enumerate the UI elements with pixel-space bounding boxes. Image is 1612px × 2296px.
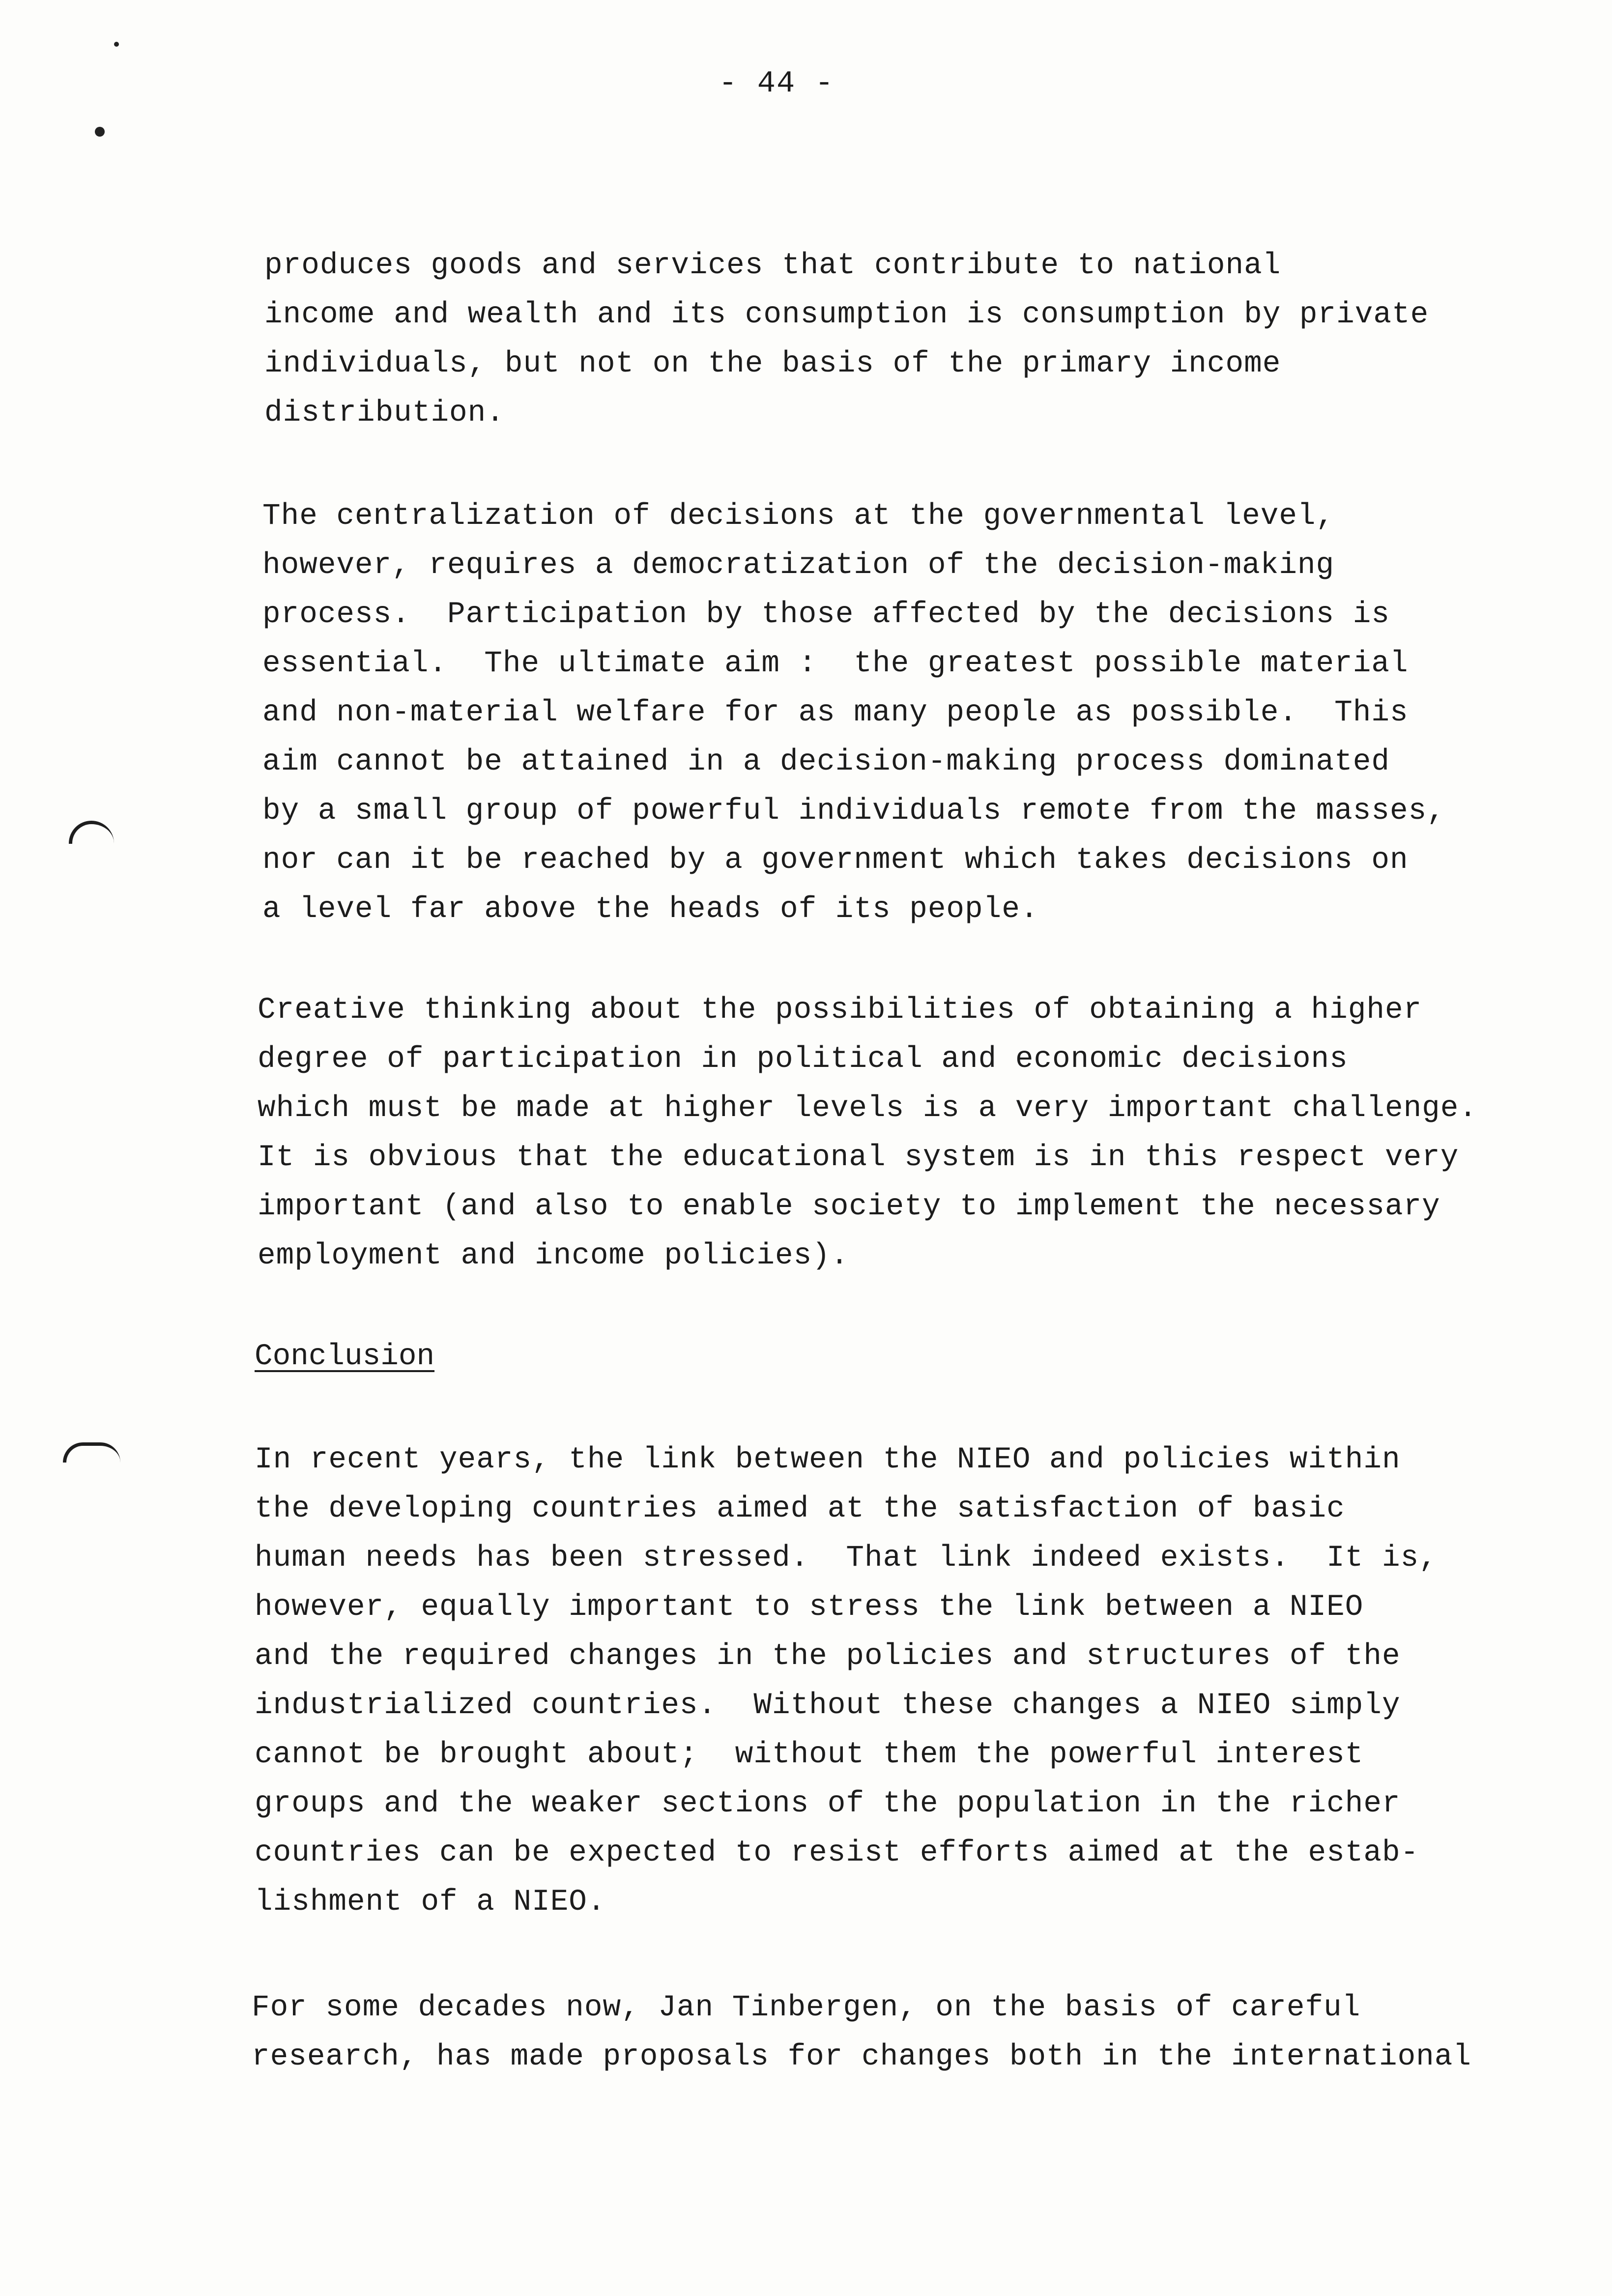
paragraph-1-line: distribution. bbox=[264, 396, 505, 430]
paragraph-2-line: however, requires a democratization of the decision-making bbox=[262, 548, 1335, 582]
conclusion-paragraph-2-line: research, has made proposals for changes both in the international bbox=[252, 2040, 1471, 2074]
page-number: - 44 - bbox=[719, 66, 835, 101]
paragraph-3-line: Creative thinking about the possibilities of obtaining a higher bbox=[258, 993, 1422, 1027]
conclusion-paragraph-1-line: the developing countries aimed at the satisfaction of basic bbox=[255, 1492, 1345, 1526]
paragraph-2-line: by a small group of powerful individuals remote from the masses, bbox=[262, 794, 1445, 828]
paragraph-3-line: which must be made at higher levels is a very important challenge. bbox=[258, 1091, 1477, 1125]
scan-speck bbox=[114, 42, 119, 47]
paragraph-1-line: income and wealth and its consumption is consumption by private bbox=[264, 298, 1429, 332]
conclusion-paragraph-1-line: and the required changes in the policies and structures of the bbox=[255, 1639, 1401, 1673]
conclusion-paragraph-1-line: however, equally important to stress the link between a NIEO bbox=[255, 1590, 1364, 1624]
conclusion-paragraph-1-line: lishment of a NIEO. bbox=[255, 1885, 606, 1919]
conclusion-paragraph-1-line: groups and the weaker sections of the population in the richer bbox=[255, 1787, 1401, 1821]
paragraph-1-line: produces goods and services that contribute to national bbox=[264, 249, 1281, 283]
paragraph-2-line: process. Participation by those affected by the decisions is bbox=[262, 598, 1390, 631]
paragraph-2-line: nor can it be reached by a government which takes decisions on bbox=[262, 843, 1409, 877]
punch-hole-mark bbox=[95, 127, 105, 137]
conclusion-paragraph-1-line: industrialized countries. Without these changes a NIEO simply bbox=[255, 1689, 1401, 1722]
paragraph-3-line: important (and also to enable society to implement the necessary bbox=[258, 1190, 1440, 1224]
conclusion-paragraph-1-line: human needs has been stressed. That link indeed exists. It is, bbox=[255, 1541, 1438, 1575]
paragraph-1-line: individuals, but not on the basis of the primary income bbox=[264, 347, 1281, 381]
paragraph-2-line: aim cannot be attained in a decision-making process dominated bbox=[262, 745, 1390, 779]
conclusion-paragraph-1-line: countries can be expected to resist efforts aimed at the estab- bbox=[255, 1836, 1419, 1870]
paragraph-3-line: employment and income policies). bbox=[258, 1239, 849, 1273]
paragraph-2-line: The centralization of decisions at the governmental level, bbox=[262, 499, 1335, 533]
margin-arc-mark bbox=[69, 821, 114, 844]
paragraph-3-line: degree of participation in political and economic decisions bbox=[258, 1042, 1348, 1076]
paragraph-2-line: a level far above the heads of its people. bbox=[262, 892, 1039, 926]
paragraph-2-line: essential. The ultimate aim : the greatest possible material bbox=[262, 647, 1409, 681]
conclusion-paragraph-2-line: For some decades now, Jan Tinbergen, on the basis of careful bbox=[252, 1991, 1361, 2025]
conclusion-paragraph-1-line: cannot be brought about; without them the powerful interest bbox=[255, 1738, 1364, 1772]
conclusion-paragraph-1-line: In recent years, the link between the NIEO and policies within bbox=[255, 1443, 1401, 1477]
section-heading-conclusion: Conclusion bbox=[255, 1340, 435, 1374]
margin-arc-mark bbox=[63, 1442, 120, 1463]
paragraph-3-line: It is obvious that the educational system is in this respect very bbox=[258, 1141, 1459, 1175]
paragraph-2-line: and non-material welfare for as many people as possible. This bbox=[262, 696, 1409, 730]
